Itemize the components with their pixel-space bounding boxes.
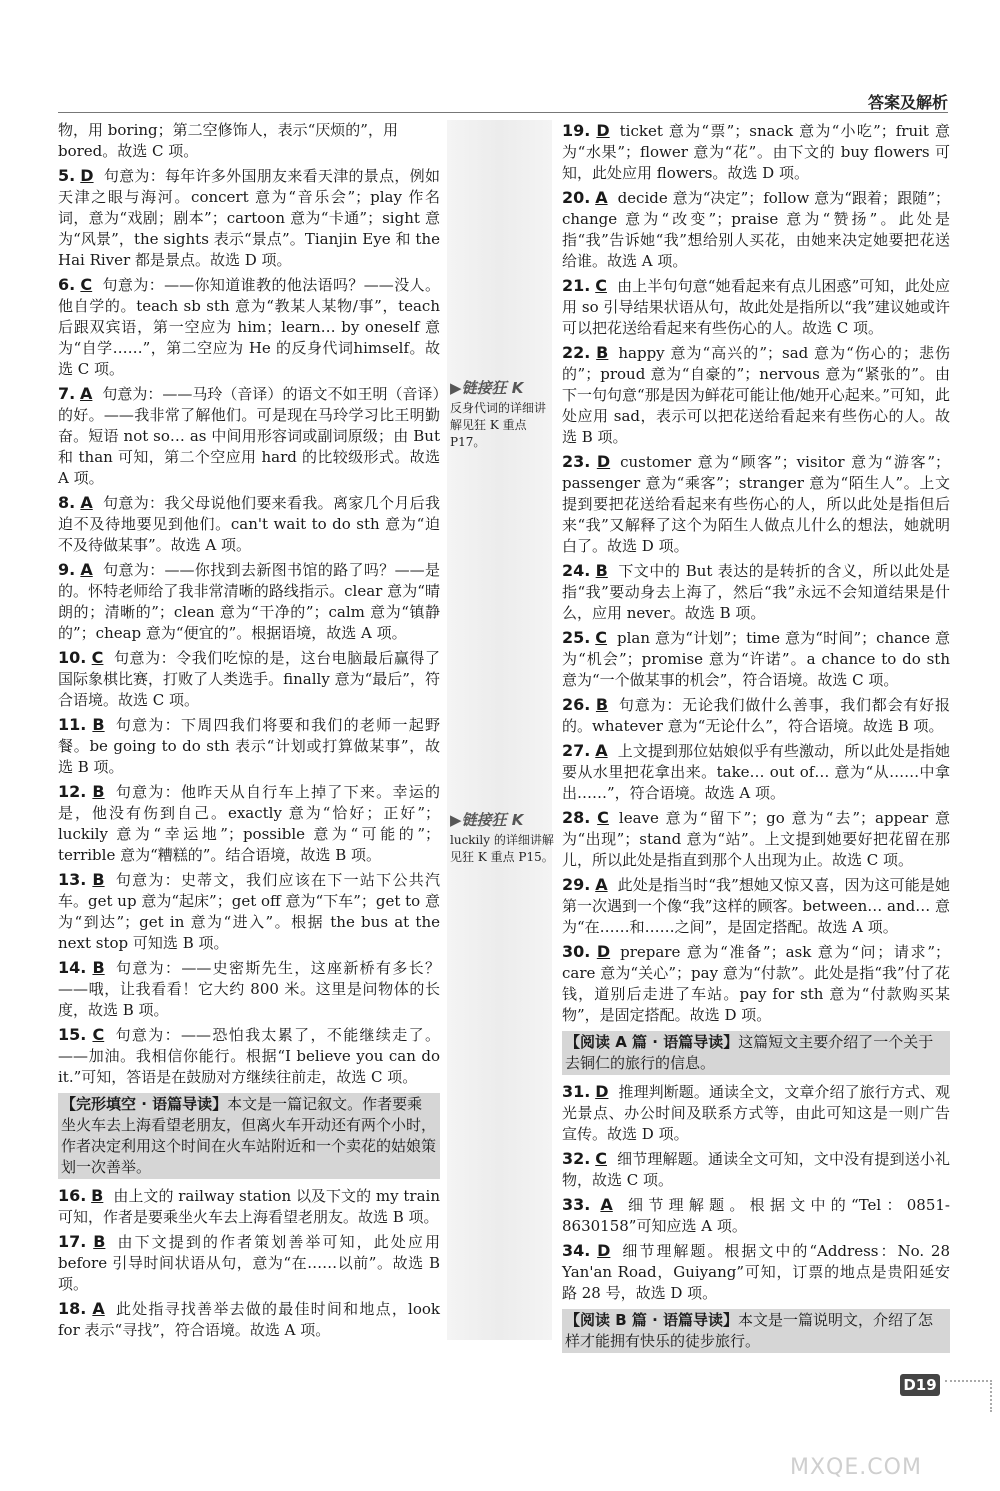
- explanation-text: 由上半句句意“她看起来有点儿困惑”可知，此处应用 so 引导结果状语从句，故此处是指所以“我”建议她或许可以把花送给看起来有些伤心的人。故选 C 项。: [562, 277, 950, 337]
- answer-letter: C: [92, 1025, 105, 1044]
- answer-letter: B: [91, 1186, 104, 1205]
- answer-entry: [58, 1231, 440, 1295]
- explanation-text: 句意为：下周四我们将要和我们的老师一起野餐。be going to do sth 表示“计划或打算做某事”，故选 B 项。: [58, 716, 440, 776]
- explanation-text: 上文提到那位姑娘似乎有些激动，所以此处是指她要从水里把花拿出来。take… out of… 意为“从……中拿出……”，符合语境。故选 A 项。: [562, 742, 950, 802]
- question-number: 14.: [58, 958, 87, 977]
- explanation-text: decide 意为“决定”；follow 意为“跟着；跟随”；change 意为“改变”；praise 意为“赞扬”。此处是指“我”告诉她“我”想给别人买花，由她来决定她要把花送给谁。故选 A 项。: [562, 189, 950, 270]
- link-note-title: ▶链接狂 K: [450, 811, 524, 829]
- answer-letter: B: [93, 1232, 106, 1251]
- answer-letter: C: [595, 276, 607, 295]
- explanation-text: 句意为：——你找到去新图书馆的路了吗？——是的。怀特老师给了我非常清晰的路线指示。clear 意为“晴朗的；清晰的”；clean 意为“干净的”；calm 意为“镇静的”；cheap 意为“便宜的”。根据语境，故选 A 项。: [58, 561, 440, 642]
- answer-letter: A: [595, 875, 608, 894]
- header-divider: [58, 112, 948, 113]
- guide-label: 【阅读 A 篇 · 语篇导读】: [565, 1033, 739, 1051]
- answer-letter: A: [80, 560, 93, 579]
- question-number: 32.: [562, 1149, 591, 1168]
- answer-entry: [58, 957, 440, 1021]
- explanation-text: 细节理解题。根据文中的“Address：No. 28 Yan'an Road，Guiyang”可知，订票的地点是贵阳延安路 28 号，故选 D 项。: [562, 1242, 950, 1302]
- answer-letter: D: [597, 1241, 611, 1260]
- link-note-1: [450, 380, 554, 451]
- answer-letter: B: [92, 715, 105, 734]
- answer-letter: A: [595, 741, 608, 760]
- answer-letter: D: [80, 166, 94, 185]
- explanation-text: 句意为：——恐怕我太累了，不能继续走了。——加油。我相信你能行。根据“I believe you can do it.”可知，答语是在鼓励对方继续往前走，故选 C 项。: [58, 1026, 440, 1086]
- explanation-text: 句意为：——史密斯先生，这座新桥有多长？——哦，让我看看！它大约 800 米。这里是问物体的长度，故选 B 项。: [58, 959, 440, 1019]
- question-number: 9.: [58, 560, 76, 579]
- question-number: 13.: [58, 870, 87, 889]
- answer-letter: B: [595, 561, 608, 580]
- answer-letter: D: [596, 121, 610, 140]
- question-number: 7.: [58, 384, 76, 403]
- link-note-text: 反身代词的详细讲解见狂 K 重点 P17。: [450, 401, 547, 449]
- answer-entry: [562, 275, 950, 339]
- continued-text: 物，用 boring；第二空修饰人，表示“厌烦的”，用 bored。故选 C 项。: [58, 121, 398, 160]
- answer-entry: [562, 1081, 950, 1145]
- question-number: 22.: [562, 343, 591, 362]
- answer-entry: [562, 187, 950, 272]
- answer-letter: C: [597, 808, 609, 827]
- explanation-text: 此处是指当时“我”想她又惊又喜，因为这可能是她第一次遇到一个像“我”这样的顾客。between… and… 意为“在……和……之间”，是固定搭配。故选 A 项。: [562, 876, 950, 936]
- answer-entry: [58, 869, 440, 954]
- answer-letter: A: [92, 1299, 105, 1318]
- answer-entry: [562, 627, 950, 691]
- reading-guide-box: [562, 1031, 950, 1075]
- answer-entry: [58, 383, 440, 489]
- explanation-text: 此处指寻找善举去做的最佳时间和地点，look for 表示“寻找”，符合语境。故选 A 项。: [58, 1300, 440, 1339]
- left-column: [58, 120, 440, 1344]
- explanation-text: 由下文提到的作者策划善举可知，此处应用 before 引导时间状语从句，意为“在……以前”。故选 B 项。: [58, 1233, 440, 1293]
- answer-entry: [562, 1148, 950, 1191]
- answer-letter: C: [595, 1149, 607, 1168]
- explanation-text: 细节理解题。根据文中的“Tel：0851-8630158”可知应选 A 项。: [562, 1196, 950, 1235]
- explanation-text: 句意为：史蒂文，我们应该在下一站下公共汽车。get up 意为“起床”；get off 意为“下车”；get to 意为“到达”；get in 意为“进入”。根据 the bus at the next stop 可知选 B 项。: [58, 871, 440, 952]
- explanation-text: 句意为：令我们吃惊的是，这台电脑最后赢得了国际象棋比赛，打败了人类选手。finally 意为“最后”，符合语境。故选 C 项。: [58, 649, 440, 709]
- explanation-text: happy 意为“高兴的”；sad 意为“伤心的；悲伤的”；proud 意为“自豪的”；nervous 意为“紧张的”。由下一句句意“那是因为鲜花可能让他/她开心起来。”可知，此处应用 sad，表示可以把花送给看起来有些伤心的人。故选 B 项。: [562, 344, 950, 446]
- explanation-text: plan 意为“计划”；time 意为“时间”；chance 意为“机会”；promise 意为“许诺”。a chance to do sth 意为“一个做某事的机会”，符合语境。故选 C 项。: [562, 629, 950, 689]
- explanation-text: 细节理解题。通读全文可知，文中没有提到送小礼物，故选 C 项。: [562, 1150, 950, 1189]
- question-number: 17.: [58, 1232, 87, 1251]
- answer-letter: C: [91, 648, 104, 667]
- guide-text: 这篇短文主要介绍了一个关于去铜仁的旅行的信息。: [565, 1033, 934, 1072]
- question-number: 18.: [58, 1299, 87, 1318]
- explanation-text: 由上文的 railway station 以及下文的 my train 可知，作者是要乘坐火车去上海看望老朋友。故选 B 项。: [58, 1187, 440, 1226]
- answer-entry: [562, 120, 950, 184]
- answer-letter: A: [80, 384, 93, 403]
- answer-entry: [562, 874, 950, 938]
- answer-letter: B: [92, 958, 105, 977]
- page-header-title: 答案及解析: [867, 93, 948, 112]
- guide-label: 【阅读 B 篇 · 语篇导读】: [565, 1311, 739, 1329]
- question-number: 23.: [562, 452, 591, 471]
- answer-entry: [562, 807, 950, 871]
- watermark-text: MXQE.COM: [790, 1455, 922, 1480]
- answer-entry: [562, 1194, 950, 1237]
- answer-entry: [58, 559, 440, 644]
- link-note-text: luckily 的详细讲解见狂 K 重点 P15。: [450, 833, 554, 864]
- link-note-title: ▶链接狂 K: [450, 379, 524, 397]
- explanation-text: 推理判断题。通读全文，文章介绍了旅行方式、观光景点、办公时间及联系方式等，由此可知这是一则广告宣传。故选 D 项。: [562, 1083, 950, 1143]
- right-column: [562, 120, 950, 1359]
- answer-letter: A: [600, 1195, 613, 1214]
- answer-letter: B: [92, 782, 105, 801]
- answer-entry: [562, 740, 950, 804]
- question-number: 26.: [562, 695, 591, 714]
- guide-text: 本文是一篇记叙文。作者要乘坐火车去上海看望老朋友，但离火车开动还有两个小时，作者决定利用这个时间在火车站附近和一个卖花的姑娘策划一次善举。: [61, 1095, 437, 1176]
- explanation-text: ticket 意为“票”；snack 意为“小吃”；fruit 意为“水果”；flower 意为“花”。由下文的 buy flowers 可知，此处应用 flowers。故选 D 项。: [562, 122, 950, 182]
- question-number: 24.: [562, 561, 591, 580]
- answer-entry: [58, 1298, 440, 1341]
- answer-letter: B: [595, 695, 609, 714]
- question-number: 12.: [58, 782, 87, 801]
- answer-letter: B: [92, 870, 105, 889]
- reading-guide-box: [58, 1093, 440, 1179]
- answer-letter: A: [595, 188, 608, 207]
- question-number: 10.: [58, 648, 87, 667]
- question-number: 33.: [562, 1195, 591, 1214]
- answer-entry: [562, 1240, 950, 1304]
- question-number: 21.: [562, 276, 591, 295]
- answer-entry: [58, 165, 440, 271]
- answer-letter: D: [595, 1082, 609, 1101]
- question-number: 34.: [562, 1241, 591, 1260]
- answer-entry: [58, 274, 440, 380]
- question-number: 28.: [562, 808, 591, 827]
- question-number: 11.: [58, 715, 87, 734]
- answer-entry: [562, 342, 950, 448]
- answer-entry: [562, 560, 950, 624]
- explanation-text: 句意为：无论我们做什么善事，我们都会有好报的。whatever 意为“无论什么”，符合语境。故选 B 项。: [562, 696, 950, 735]
- answer-entry: [58, 1185, 440, 1228]
- answer-entry: [58, 1024, 440, 1088]
- question-number: 8.: [58, 493, 76, 512]
- answer-entry: [58, 781, 440, 866]
- answer-letter: D: [596, 452, 611, 471]
- explanation-text: 句意为：——马玲（音译）的语文不如王明（音译）的好。——我非常了解他们。可是现在马玲学习比王明勤奋。短语 not so… as 中间用形容词或副词原级；由 But 和 than 可知，第二个空应用 hard 的比较级形式。故选 A 项。: [58, 385, 440, 487]
- explanation-text: customer 意为“顾客”；visitor 意为“游客”；passenger 意为“乘客”；stranger 意为“陌生人”。上文提到要把花送给看起来有些伤心的人，所以此处是指但后来“我”又解释了这个为陌生人做点儿什么的想法，她就明白了。故选 D 项。: [562, 453, 950, 555]
- question-number: 20.: [562, 188, 591, 207]
- guide-text: 本文是一篇说明文，介绍了怎样才能拥有快乐的徒步旅行。: [565, 1311, 934, 1350]
- reading-guide-box: [562, 1309, 950, 1353]
- question-number: 31.: [562, 1082, 591, 1101]
- answer-entry: [58, 647, 440, 711]
- explanation-text: 下文中的 But 表达的是转折的含义，所以此处是指“我”要动身去上海了，然后“我”永远不会知道结果是什么，应用 never。故选 B 项。: [562, 562, 950, 622]
- question-number: 25.: [562, 628, 591, 647]
- answer-letter: D: [596, 942, 611, 961]
- explanation-text: 句意为：他昨天从自行车上掉了下来。幸运的是，他没有伤到自己。exactly 意为“恰好；正好”；luckily 意为“幸运地”；possible 意为“可能的”；terrible 意为“糟糕的”。结合语境，故选 B 项。: [58, 783, 440, 864]
- question-number: 19.: [562, 121, 591, 140]
- side-note-band: [447, 120, 552, 1340]
- page-number: D19: [900, 1374, 940, 1396]
- answer-letter: B: [596, 343, 609, 362]
- answer-letter: C: [595, 628, 608, 647]
- answer-entry: [562, 941, 950, 1026]
- guide-label: 【完形填空 · 语篇导读】: [61, 1095, 228, 1113]
- link-note-2: [450, 812, 554, 866]
- explanation-text: 句意为：——你知道谁教的他法语吗？——没人。他自学的。teach sb sth 意为“教某人某物/事”，teach 后跟双宾语，第一空应为 him；learn… by oneself 意为“自学……”，第二空应为 He 的反身代词himself。故选 C 项。: [58, 276, 440, 378]
- answer-letter: A: [80, 493, 93, 512]
- answer-entry: [562, 451, 950, 557]
- explanation-text: prepare 意为“准备”；ask 意为“问；请求”；care 意为“关心”；pay 意为“付款”。此处是指“我”付了花钱，道别后走进了车站。pay for sth 意为“付款购买某物”，是固定搭配。故选 D 项。: [562, 943, 950, 1024]
- explanation-text: 句意为：我父母说他们要来看我。离家几个月后我迫不及待地要见到他们。can't wait to do sth 意为“迫不及待做某事”。故选 A 项。: [58, 494, 440, 554]
- answer-entry: [58, 492, 440, 556]
- answer-letter: C: [80, 275, 93, 294]
- question-number: 16.: [58, 1186, 87, 1205]
- question-number: 15.: [58, 1025, 87, 1044]
- answer-entry: [562, 694, 950, 737]
- question-number: 6.: [58, 275, 76, 294]
- question-number: 5.: [58, 166, 76, 185]
- question-number: 30.: [562, 942, 591, 961]
- question-number: 29.: [562, 875, 591, 894]
- answer-entry: [58, 714, 440, 778]
- page-corner-dots: [945, 1380, 992, 1412]
- explanation-text: 句意为：每年许多外国朋友来看天津的景点，例如天津之眼与海河。concert 意为“音乐会”；play 作名词，意为“戏剧；剧本”；cartoon 意为“卡通”；sight 意为“风景”，the sights 表示“景点”。Tianjin Eye 和 the Hai River 都是景点。故选 D 项。: [58, 167, 440, 269]
- explanation-text: leave 意为“留下”；go 意为“去”；appear 意为“出现”；stand 意为“站”。上文提到她要好把花留在那儿，所以此处是指直到那个人出现为止。故选 C 项。: [562, 809, 950, 869]
- question-number: 27.: [562, 741, 591, 760]
